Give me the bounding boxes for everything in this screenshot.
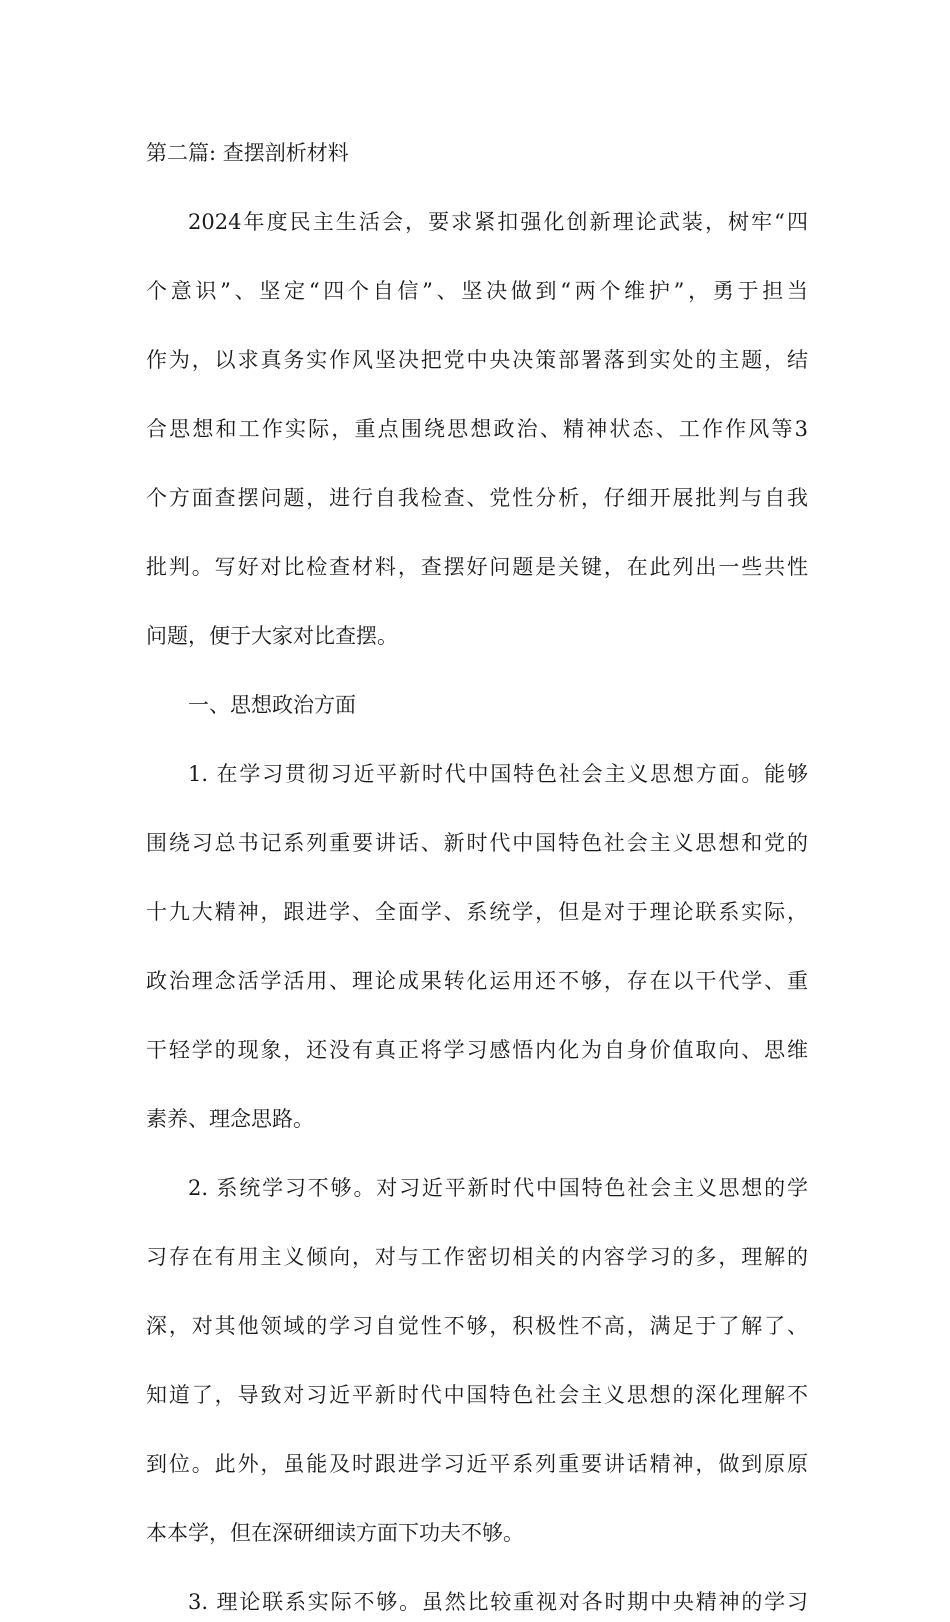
spacer [146,587,808,616]
paragraph-line: 1. 在学习贯彻习近平新时代中国特色社会主义思想方面。能够 [188,762,808,786]
paragraph-line: 干轻学的现象，还没有真正将学习感悟内化为自身价值取向、思维 [146,1038,808,1062]
paragraph-line: 知道了，导致对习近平新时代中国特色社会主义思想的深化理解不 [146,1383,808,1407]
paragraph-line: 问题，便于大家对比查摆。 [146,624,398,648]
spacer [146,1139,808,1168]
paragraph-line: 个意识”、坚定“四个自信”、坚决做到“两个维护”，勇于担当 [146,279,808,303]
paragraph-line: 深，对其他领域的学习自觉性不够，积极性不高，满足于了解了、 [146,1314,808,1338]
spacer [146,173,808,202]
paragraph-line: 2024年度民主生活会，要求紧扣强化创新理论武装，树牢“四 [188,210,808,234]
spacer [146,518,808,547]
spacer [146,656,808,685]
spacer [146,1553,808,1582]
spacer [146,1346,808,1375]
section-heading: 一、思想政治方面 [188,693,356,717]
paragraph-line: 个方面查摆问题，进行自我检查、党性分析，仔细开展批判与自我 [146,486,808,510]
spacer [146,1277,808,1306]
paragraph-line: 作为，以求真务实作风坚决把党中央决策部署落到实处的主题，结 [146,348,808,372]
document-title: 第二篇: 查摆剖析材料 [146,141,349,165]
spacer [146,1208,808,1237]
paragraph-line: 十九大精神，跟进学、全面学、系统学，但是对于理论联系实际， [146,900,808,924]
paragraph-line: 习存在有用主义倾向，对与工作密切相关的内容学习的多，理解的 [146,1245,808,1269]
paragraph-line: 到位。此外，虽能及时跟进学习近平系列重要讲话精神，做到原原 [146,1452,808,1476]
paragraph-line: 3. 理论联系实际不够。虽然比较重视对各时期中央精神的学习 [188,1590,808,1614]
paragraph-line: 政治理念活学活用、理论成果转化运用还不够，存在以干代学、重 [146,969,808,993]
spacer [146,932,808,961]
paragraph-line: 合思想和工作实际，重点围绕思想政治、精神状态、工作作风等3 [146,417,808,441]
spacer [146,863,808,892]
spacer [146,1484,808,1513]
spacer [146,242,808,271]
spacer [146,1070,808,1099]
spacer [146,380,808,409]
paragraph-line: 素养、理念思路。 [146,1107,314,1131]
paragraph-line: 围绕习总书记系列重要讲话、新时代中国特色社会主义思想和党的 [146,831,808,855]
spacer [146,1415,808,1444]
spacer [146,311,808,340]
spacer [146,725,808,754]
paragraph-line: 批判。写好对比检查材料，查摆好问题是关键，在此列出一些共性 [146,555,808,579]
paragraph-line: 2. 系统学习不够。对习近平新时代中国特色社会主义思想的学 [188,1176,808,1200]
spacer [146,794,808,823]
spacer [146,449,808,478]
document-body [146,133,808,1622]
spacer [146,1001,808,1030]
paragraph-line: 本本学，但在深研细读方面下功夫不够。 [146,1521,524,1545]
